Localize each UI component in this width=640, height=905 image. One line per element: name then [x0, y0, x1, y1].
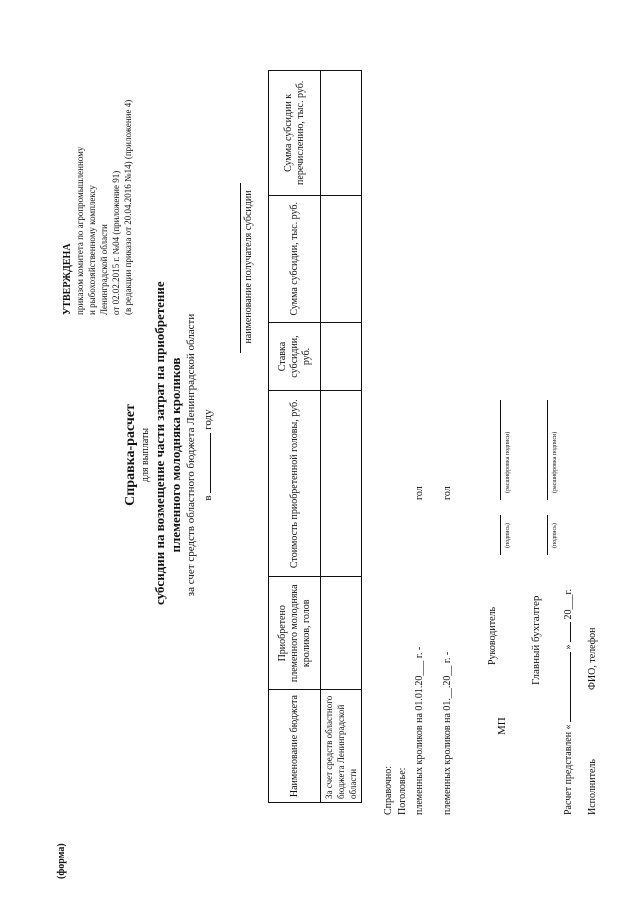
head-signature-line[interactable]	[488, 515, 501, 555]
table-cell[interactable]	[321, 195, 362, 322]
reference-line-1-unit: гол	[414, 486, 425, 500]
executor-value: ФИО, телефон	[587, 627, 598, 690]
approval-line: и рыбохозяйственному комплексу	[87, 185, 97, 315]
reference-line-1: племенных кроликов на 01.01.20___ г. -	[414, 646, 425, 815]
subsidy-table	[268, 70, 362, 803]
header-cell: Наименование бюджета	[269, 690, 321, 803]
document-title: Справка-расчет	[123, 404, 138, 506]
stamp-placeholder: МП	[496, 717, 508, 735]
header-cell: Ставка субсидии, руб.	[269, 322, 321, 390]
year-suffix: году	[202, 409, 214, 430]
purpose-line-2: племенного молодняка кроликов	[168, 357, 183, 553]
table-cell[interactable]	[321, 391, 362, 577]
accountant-signature-line[interactable]	[535, 515, 548, 555]
reference-line-2: племенных кроликов на 01.__.20__ г. -	[442, 651, 453, 815]
approval-line: (в редакции приказа от 20.04.2016 №14) (приложение 4)	[123, 99, 133, 315]
form-label: (форма)	[56, 843, 67, 879]
header-cell: Сумма субсидии, тыс. руб.	[269, 195, 321, 322]
approval-header: УТВЕРЖДЕНА	[62, 243, 73, 315]
header-cell: Стоимость приобретенной головы, руб.	[269, 391, 321, 577]
chief-accountant-label: Главный бухгалтер	[530, 595, 542, 685]
approval-block	[62, 100, 134, 315]
approval-line: Ленинградской области	[99, 224, 109, 315]
reference-line-2-unit: гол	[442, 486, 453, 500]
table-cell[interactable]	[321, 577, 362, 690]
table-cell[interactable]	[321, 322, 362, 390]
year-line	[199, 305, 216, 605]
purpose-line-1: субсидии на возмещение части затрат на приобретение	[152, 281, 167, 605]
accountant-decoding-line[interactable]	[535, 400, 548, 500]
year-prefix: в	[202, 495, 214, 501]
header-cell: Приобретено племенного молодняка кроликов, голов	[269, 577, 321, 690]
executor-label: Исполнитель	[587, 759, 598, 815]
accountant-signature-caption: (подпись)	[552, 523, 558, 548]
document-subtitle: для выплаты	[140, 427, 151, 483]
head-signature-caption: (подпись)	[505, 523, 511, 548]
recipient-label: наименование получателя субсидии	[243, 190, 254, 344]
title-block	[122, 281, 216, 605]
table-cell: За счет средств областного бюджета Ленинградской области	[321, 690, 362, 803]
header-cell: Сумма субсидии к перечислению, тыс. руб.	[269, 71, 321, 196]
submitted-prefix: Расчет представлен «	[563, 724, 574, 815]
submitted-line	[563, 589, 574, 815]
submitted-date-blank[interactable]	[570, 652, 571, 722]
reference-label: Справочно:	[383, 765, 394, 815]
submitted-year: 20___г.	[563, 588, 574, 620]
recipient-underline[interactable]	[240, 183, 241, 353]
funding-source: за счет средств областного бюджета Ленинградской области	[185, 313, 197, 597]
accountant-decoding-caption: (расшифровка подписи)	[552, 431, 558, 493]
head-label: Руководитель	[487, 606, 498, 665]
submitted-mid: »	[563, 644, 574, 650]
approval-line: от 02.02.2015 г. №04 (приложение 91)	[111, 170, 121, 315]
approval-line: приказом комитета по агропромышленному	[75, 146, 85, 315]
head-decoding-caption: (расшифровка подписи)	[505, 431, 511, 493]
head-decoding-line[interactable]	[488, 400, 501, 500]
table-header-row	[269, 71, 321, 803]
year-blank[interactable]	[199, 433, 211, 493]
table-cell[interactable]	[321, 71, 362, 196]
livestock-label: Поголовье:	[397, 767, 408, 815]
submitted-month-blank[interactable]	[570, 622, 571, 642]
table-row	[321, 71, 362, 803]
